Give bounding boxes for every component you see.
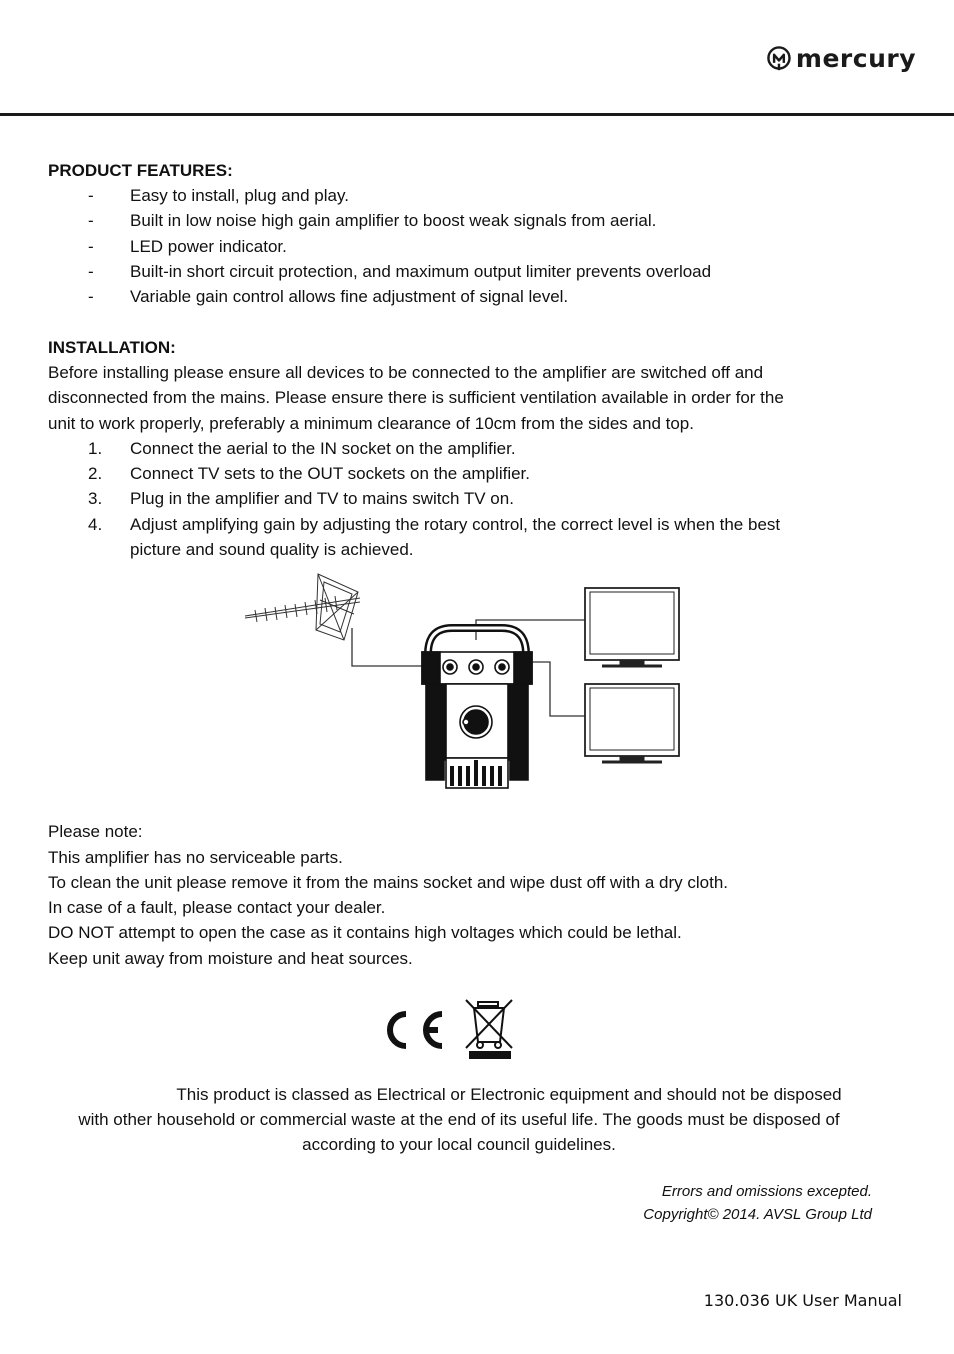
installation-intro-line: disconnected from the mains. Please ensure there is sufficient ventilation available in order for the: [48, 388, 784, 407]
weee-text-line: according to your local council guidelines.: [302, 1135, 616, 1154]
errors-notice: Errors and omissions excepted.: [661, 1183, 872, 1200]
note-line: To clean the unit please remove it from the mains socket and wipe dust off with a dry cloth.: [48, 873, 729, 892]
mercury-logo-icon: [766, 42, 792, 74]
installation-intro-line: unit to work properly, preferably a minimum clearance of 10cm from the sides and top.: [48, 414, 694, 433]
installation-step: 1. Connect the aerial to the IN socket on the amplifier.: [88, 439, 516, 458]
feature-item: - Built in low noise high gain amplifier to boost weak signals from aerial.: [88, 211, 657, 230]
copyright-notice: Copyright© 2014. AVSL Group Ltd: [643, 1206, 872, 1223]
note-line: DO NOT attempt to open the case as it contains high voltages which could be lethal.: [48, 923, 682, 942]
note-line: Keep unit away from moisture and heat sources.: [48, 949, 413, 968]
feature-item: - Easy to install, plug and play.: [88, 186, 349, 205]
amplifier-icon: [422, 628, 532, 788]
installation-step: 4. Adjust amplifying gain by adjusting the rotary control, the correct level is when the best: [88, 515, 781, 534]
compliance-marks: [376, 996, 518, 1060]
brand-logo: [766, 40, 916, 76]
note-line: This amplifier has no serviceable parts.: [48, 848, 343, 867]
aerial-icon: [245, 574, 360, 640]
header-divider: [0, 113, 954, 116]
feature-item: - Variable gain control allows fine adjustment of signal level.: [88, 287, 569, 306]
note-line: Please note:: [48, 822, 143, 841]
installation-intro-line: Before installing please ensure all devices to be connected to the amplifier are switched off and: [48, 363, 764, 382]
brand-name: mercury: [795, 43, 916, 73]
note-line: In case of a fault, please contact your dealer.: [48, 898, 386, 917]
tv-icon: [585, 684, 679, 762]
weee-text-line: This product is classed as Electrical or Electronic equipment and should not be disposed: [176, 1085, 842, 1104]
manual-reference: 130.036 UK User Manual: [703, 1291, 902, 1310]
tv-icon: [585, 588, 679, 666]
features-heading: PRODUCT FEATURES:: [48, 161, 233, 180]
installation-step: 2. Connect TV sets to the OUT sockets on the amplifier.: [88, 464, 531, 483]
feature-item: - Built-in short circuit protection, and maximum output limiter prevents overload: [88, 262, 712, 281]
weee-bin-icon: [466, 1000, 512, 1058]
installation-step: 3. Plug in the amplifier and TV to mains switch TV on.: [88, 489, 514, 508]
weee-text-line: with other household or commercial waste at the end of its useful life. The goods must be disposed of: [78, 1110, 840, 1129]
feature-item: - LED power indicator.: [88, 237, 287, 256]
installation-heading: INSTALLATION:: [48, 338, 176, 357]
ce-mark-icon: [390, 1014, 442, 1046]
installation-step-continuation: picture and sound quality is achieved.: [130, 540, 414, 559]
connection-diagram: [240, 570, 686, 794]
